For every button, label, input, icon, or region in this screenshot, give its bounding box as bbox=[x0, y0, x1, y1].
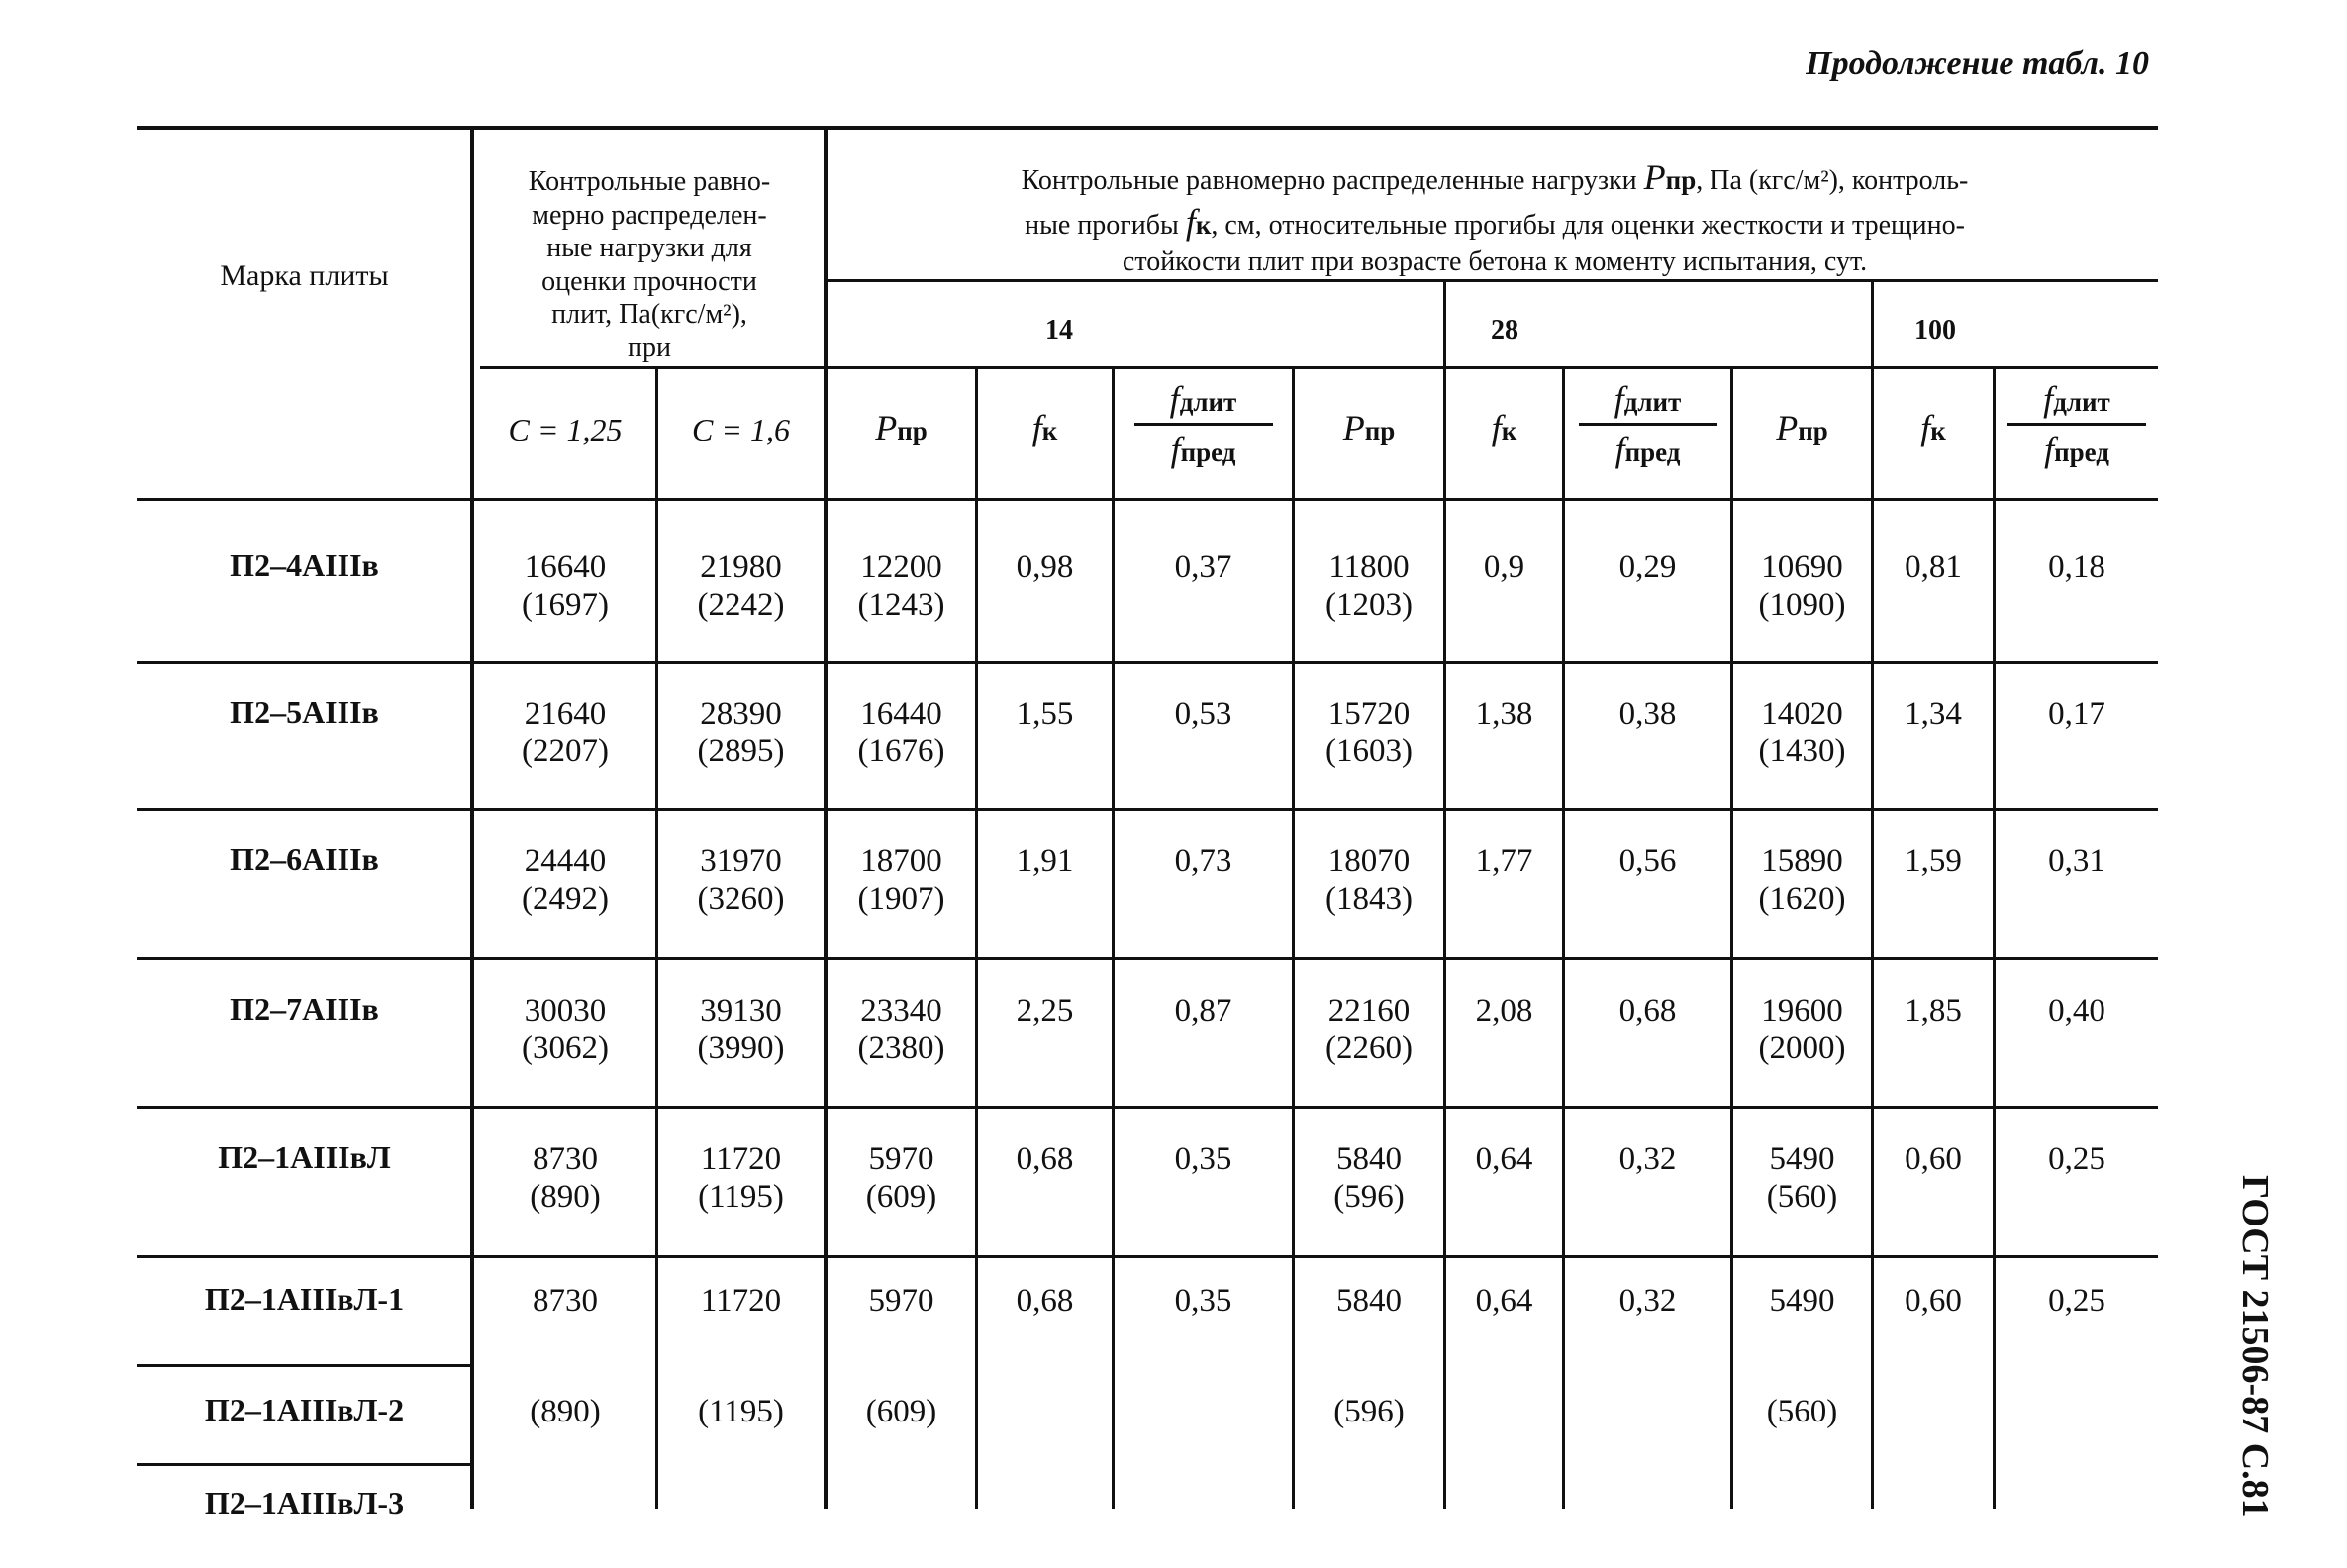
cell-fr28: 0,32 bbox=[1618, 1141, 1677, 1177]
cell-p28: 18070 (1843) bbox=[1325, 843, 1413, 917]
col-divider-fr14 bbox=[1292, 368, 1295, 1509]
header-p100: Pпр bbox=[1776, 408, 1828, 447]
col-divider-age28 bbox=[1871, 281, 1874, 1509]
cell-fr28: 0,68 bbox=[1618, 993, 1677, 1029]
header-fk14: fк bbox=[1031, 408, 1058, 447]
cell-p100: 14020 (1430) bbox=[1758, 696, 1846, 769]
cell-p14: 16440 (1676) bbox=[857, 696, 945, 769]
fraction-bar bbox=[1134, 423, 1273, 426]
header-age-28: 28 bbox=[1491, 315, 1518, 345]
cell-p14: 18700 (1907) bbox=[857, 843, 945, 917]
row-rule-2 bbox=[137, 808, 2158, 811]
cell-c16: 11720 (1195) bbox=[698, 1141, 784, 1215]
standard-side-label: ГОСТ 21506-87 С.81 bbox=[2234, 1175, 2276, 1518]
col-divider-fk100 bbox=[1993, 368, 1996, 1509]
cell-fr28: 0,38 bbox=[1618, 696, 1677, 732]
cell-mark: П2–7АIIIв bbox=[230, 991, 379, 1027]
cell-fk14: 2,25 bbox=[1016, 993, 1074, 1029]
cell-c125: 16640 (1697) bbox=[522, 549, 609, 623]
header-strength-group: Контрольные равно- мерно распределен- ные нагрузки для оценки прочности плит, Па(кгс/м²), при bbox=[528, 166, 771, 363]
last-c16-1: 11720 bbox=[700, 1283, 782, 1319]
col-divider-fk28 bbox=[1562, 368, 1565, 1509]
last-fr14-1: 0,35 bbox=[1174, 1283, 1232, 1319]
cell-p28: 11800 (1203) bbox=[1325, 549, 1413, 623]
cell-p14: 23340 (2380) bbox=[857, 993, 945, 1066]
header-load-group bbox=[831, 155, 2158, 279]
row-rule-5 bbox=[137, 1255, 2158, 1258]
last-p28-1: 5840 bbox=[1336, 1283, 1402, 1319]
cell-fk100: 0,60 bbox=[1905, 1141, 1962, 1177]
cell-fr100: 0,18 bbox=[2048, 549, 2105, 585]
cell-fk100: 1,85 bbox=[1905, 993, 1962, 1029]
cell-mark: П2–6АIIIв bbox=[230, 841, 379, 877]
cell-fr14: 0,87 bbox=[1174, 993, 1232, 1029]
col-divider-fr28 bbox=[1730, 368, 1733, 1509]
last-c125-2: (890) bbox=[530, 1394, 601, 1429]
cell-p28: 15720 (1603) bbox=[1325, 696, 1413, 769]
cell-fk14: 1,55 bbox=[1016, 696, 1074, 732]
cell-fr100: 0,31 bbox=[2048, 843, 2105, 879]
col-divider-c125 bbox=[655, 368, 658, 1509]
cell-fk14: 1,91 bbox=[1016, 843, 1074, 879]
header-load-line2: ные прогибы fк, см, относительные прогибы для оценки жесткости и трещино- bbox=[1025, 202, 1965, 242]
last-c125-1: 8730 bbox=[533, 1283, 598, 1319]
header-p28: Pпр bbox=[1342, 408, 1396, 447]
last-p14-1: 5970 bbox=[868, 1283, 934, 1319]
cell-fk28: 0,64 bbox=[1475, 1141, 1533, 1177]
header-load-line3: стойкости плит при возрасте бетона к моменту испытания, сут. bbox=[1122, 246, 1868, 277]
last-fr28-1: 0,32 bbox=[1618, 1283, 1677, 1319]
cell-fr28: 0,29 bbox=[1618, 549, 1677, 585]
cell-c16: 21980 (2242) bbox=[697, 549, 785, 623]
mark-last-1: П2–1АIIIвЛ-1 bbox=[204, 1281, 405, 1317]
header-fk28: fк bbox=[1491, 408, 1517, 447]
cell-c125: 30030 (3062) bbox=[522, 993, 609, 1066]
header-mark: Марка плиты bbox=[220, 259, 389, 292]
col-divider-mark bbox=[470, 128, 474, 1509]
header-mid-rule bbox=[480, 366, 2158, 369]
cell-fr14: 0,37 bbox=[1174, 549, 1232, 585]
cell-c16: 28390 (2895) bbox=[697, 696, 785, 769]
header-load-line1: Контрольные равномерно распределенные нагрузки Pпр, Па (кгс/м²), контроль- bbox=[1021, 157, 1969, 197]
row-rule-4 bbox=[137, 1106, 2158, 1109]
last-p28-2: (596) bbox=[1333, 1394, 1405, 1429]
fraction-bar bbox=[2007, 423, 2146, 426]
col-divider-fk14 bbox=[1112, 368, 1115, 1509]
cell-fk100: 1,34 bbox=[1905, 696, 1962, 732]
last-p100-1: 5490 bbox=[1769, 1283, 1835, 1319]
cell-fr14: 0,53 bbox=[1174, 696, 1232, 732]
cell-c16: 31970 (3260) bbox=[697, 843, 785, 917]
header-fr100: $\frac{\text{fдлит}}{\text{fпред}}$ bbox=[1996, 381, 2158, 467]
cell-fr100: 0,40 bbox=[2048, 993, 2105, 1029]
header-bottom-rule bbox=[137, 498, 2158, 501]
last-fk28-1: 0,64 bbox=[1475, 1283, 1533, 1319]
cell-c16: 39130 (3990) bbox=[697, 993, 785, 1066]
mark-subrule-2 bbox=[137, 1463, 473, 1466]
last-fk14-1: 0,68 bbox=[1016, 1283, 1074, 1319]
cell-fr28: 0,56 bbox=[1618, 843, 1677, 879]
header-c125: C = 1,25 bbox=[508, 412, 623, 447]
cell-c125: 8730 (890) bbox=[530, 1141, 601, 1215]
header-fr28: $\frac{\text{fдлит}}{\text{fпред}}$ bbox=[1565, 381, 1730, 467]
cell-c125: 24440 (2492) bbox=[522, 843, 609, 917]
table-top-rule bbox=[137, 126, 2158, 130]
col-divider-p14 bbox=[975, 368, 978, 1509]
cell-fk100: 0,81 bbox=[1905, 549, 1962, 585]
last-c16-2: (1195) bbox=[698, 1394, 784, 1429]
cell-fk100: 1,59 bbox=[1905, 843, 1962, 879]
cell-fk28: 2,08 bbox=[1475, 993, 1533, 1029]
table-caption: Продолжение табл. 10 bbox=[1806, 46, 2149, 82]
last-fk100-1: 0,60 bbox=[1905, 1283, 1962, 1319]
fraction-bar bbox=[1579, 423, 1717, 426]
row-rule-1 bbox=[137, 661, 2158, 664]
header-age-100: 100 bbox=[1914, 315, 1956, 345]
cell-fr14: 0,35 bbox=[1174, 1141, 1232, 1177]
cell-p14: 5970 (609) bbox=[865, 1141, 937, 1215]
cell-fk28: 1,77 bbox=[1475, 843, 1533, 879]
header-fr14: $\frac{\text{fдлит}}{\text{fпред}}$ bbox=[1115, 381, 1292, 467]
cell-p100: 10690 (1090) bbox=[1758, 549, 1846, 623]
mark-last-3: П2–1АIIIвЛ-3 bbox=[204, 1485, 405, 1520]
cell-p28: 22160 (2260) bbox=[1325, 993, 1413, 1066]
cell-c125: 21640 (2207) bbox=[522, 696, 609, 769]
last-p100-2: (560) bbox=[1766, 1394, 1838, 1429]
cell-fr14: 0,73 bbox=[1174, 843, 1232, 879]
cell-fk28: 0,9 bbox=[1483, 549, 1525, 585]
cell-p28: 5840 (596) bbox=[1333, 1141, 1405, 1215]
col-divider-age14 bbox=[1443, 281, 1446, 1509]
cell-fk14: 0,68 bbox=[1016, 1141, 1074, 1177]
cell-fk14: 0,98 bbox=[1016, 549, 1074, 585]
last-fr100-1: 0,25 bbox=[2048, 1283, 2105, 1319]
header-c16: C = 1,6 bbox=[692, 412, 790, 447]
cell-p100: 19600 (2000) bbox=[1758, 993, 1846, 1066]
cell-fr100: 0,25 bbox=[2048, 1141, 2105, 1177]
cell-p100: 15890 (1620) bbox=[1758, 843, 1846, 917]
mark-last-2: П2–1АIIIвЛ-2 bbox=[204, 1392, 405, 1427]
last-p14-2: (609) bbox=[865, 1394, 937, 1429]
row-rule-3 bbox=[137, 957, 2158, 960]
cell-mark: П2–4АIIIв bbox=[230, 547, 379, 583]
header-p14: Pпр bbox=[875, 408, 928, 447]
cell-mark: П2–5АIIIв bbox=[230, 694, 379, 730]
mark-subrule-1 bbox=[137, 1364, 473, 1367]
age-row-rule bbox=[827, 279, 2158, 282]
header-age-14: 14 bbox=[1045, 315, 1073, 345]
cell-fk28: 1,38 bbox=[1475, 696, 1533, 732]
cell-mark: П2–1АIIIвЛ bbox=[218, 1139, 391, 1175]
cell-p14: 12200 (1243) bbox=[857, 549, 945, 623]
header-fk100: fк bbox=[1920, 408, 1946, 447]
cell-p100: 5490 (560) bbox=[1766, 1141, 1838, 1215]
cell-fr100: 0,17 bbox=[2048, 696, 2105, 732]
